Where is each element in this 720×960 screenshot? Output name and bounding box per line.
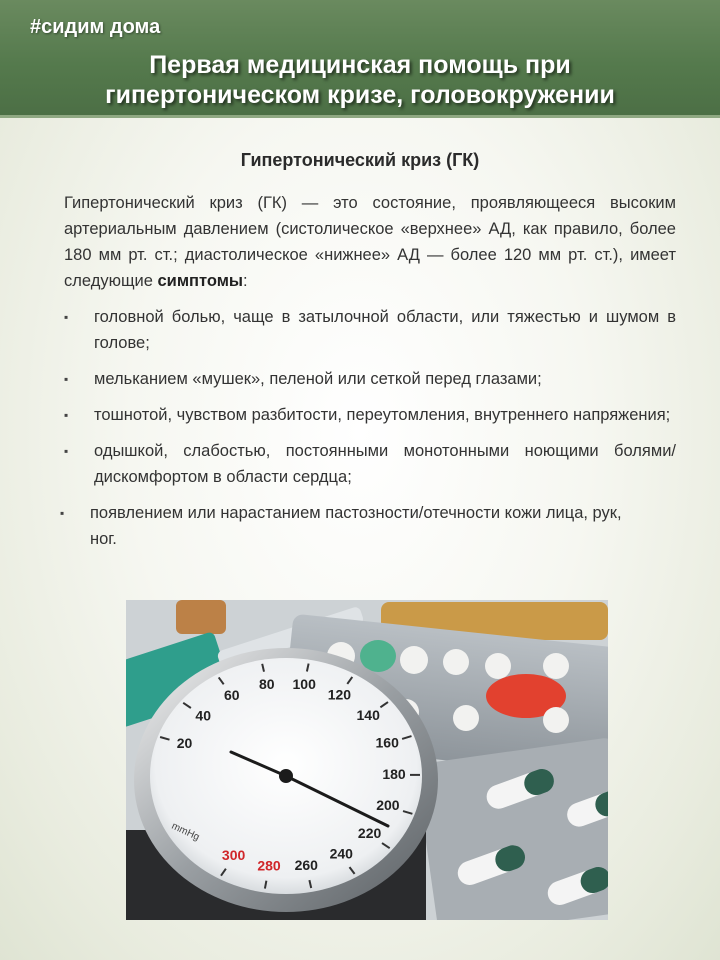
gauge-tick-label: 200 <box>376 797 400 814</box>
gauge-tick-label: 300 <box>221 847 246 864</box>
symptom-list <box>60 304 676 562</box>
symptom-text: мельканием «мушек», пеленой или сеткой перед глазами; <box>94 370 542 388</box>
gauge-tick-label: 60 <box>224 687 240 704</box>
intro-text: Гипертонический криз (ГК) — это состояние, проявляющееся высоким артериальным давлением (систолическое «верхнее» АД, как правило, более 180 мм рт. ст.; диастолическое «нижнее» АД — более 120 мм рт. ст.), имеет следующие <box>64 194 676 290</box>
list-item <box>60 500 650 552</box>
hashtag: #сидим дома <box>30 16 161 38</box>
gauge-tick-label: 140 <box>356 707 380 724</box>
symptom-text: появлением или нарастанием пастозности/отечности кожи лица, рук, ног. <box>90 504 622 548</box>
list-item <box>64 304 676 356</box>
header-banner <box>0 0 720 118</box>
gauge-tick-label: 220 <box>357 825 382 842</box>
symptom-text: одышкой, слабостью, постоянными монотонными ноющими болями/дискомфортом в области сердца; <box>94 442 676 486</box>
symptom-text: головной болью, чаще в затылочной области, или тяжестью и шумом в голове; <box>94 308 676 352</box>
gauge-icon <box>134 648 438 912</box>
symptom-text: тошнотой, чувством разбитости, переутомления, внутреннего напряжения; <box>94 406 671 424</box>
section-title: Гипертонический криз (ГК) <box>240 150 480 170</box>
bullet-icon: ▪ <box>64 408 69 422</box>
bullet-icon: ▪ <box>64 444 69 458</box>
gauge-tick-label: 20 <box>176 735 193 752</box>
gauge-tick-label: 120 <box>327 686 352 703</box>
gauge-needle-hub <box>279 769 293 783</box>
list-item <box>64 438 676 490</box>
list-item <box>64 402 676 428</box>
intro-paragraph <box>64 190 676 294</box>
bullet-icon: ▪ <box>64 372 69 386</box>
gauge-tick-label: 260 <box>294 857 318 874</box>
title-line-2: гипертоническом кризе, головокружении <box>105 81 615 109</box>
bullet-icon: ▪ <box>64 310 69 324</box>
bullet-icon: ▪ <box>60 506 65 520</box>
gauge-tick-label: 180 <box>382 765 406 782</box>
gauge-tick-label: 80 <box>259 676 275 693</box>
title-line-1: Первая медицинская помощь при <box>149 51 571 79</box>
gauge-tick-label: 40 <box>195 707 211 724</box>
list-item <box>64 366 676 392</box>
gauge-tick-label: 160 <box>375 734 399 751</box>
intro-end: : <box>243 272 248 290</box>
gauge-tick-label: 100 <box>292 676 316 693</box>
page-title <box>0 50 720 110</box>
capsules-blister-icon <box>415 737 608 920</box>
intro-bold: симптомы <box>157 272 244 290</box>
gauge-tick-label: 240 <box>329 845 353 862</box>
gauge-unit-label: mmHg <box>169 820 202 844</box>
vial-icon <box>176 600 226 634</box>
blood-pressure-photo <box>126 600 608 920</box>
photo-illustration <box>126 600 608 920</box>
gauge-tick-label: 280 <box>257 857 281 874</box>
